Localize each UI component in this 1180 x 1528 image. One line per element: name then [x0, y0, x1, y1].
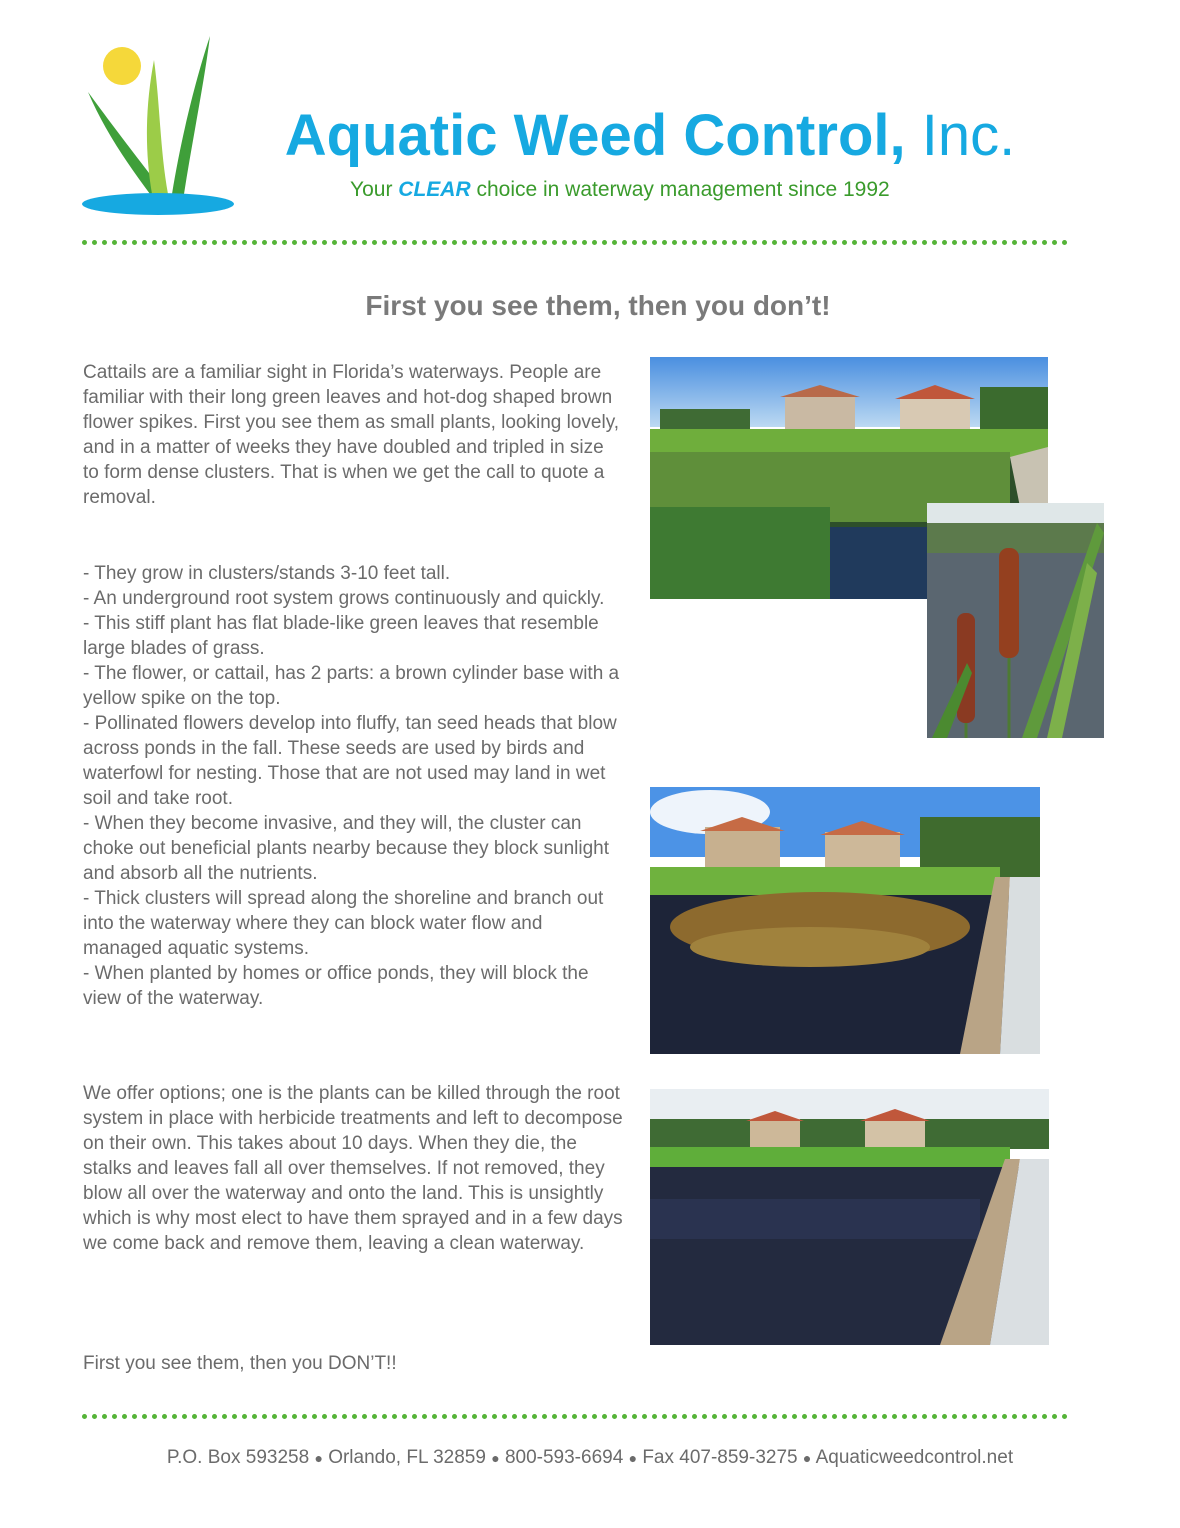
fact-item: - When they become invasive, and they will, the cluster can choke out beneficial plants nearby because they block sunlight and absorb all the nutrients.: [83, 813, 610, 884]
facts-list: [83, 561, 623, 1011]
photo-dead-cattails: [650, 787, 1040, 1054]
tagline-before: Your: [350, 178, 393, 201]
fact-item: - Pollinated flowers develop into fluffy, tan seed heads that blow across ponds in the fall. These seeds are used by birds and waterfowl for nesting. Those that are not used may land in wet soil and take root.: [83, 713, 617, 809]
photo-cattail-closeup: [927, 503, 1104, 738]
footer-divider: [82, 1414, 1068, 1419]
footer-address: P.O. Box 593258: [166, 1447, 310, 1468]
fact-item: - An underground root system grows continuously and quickly.: [83, 588, 605, 609]
tagline: [350, 176, 890, 204]
fact-item: - Thick clusters will spread along the shoreline and branch out into the waterway where they can block water flow and managed aquatic systems.: [83, 888, 604, 959]
fact-item: - They grow in clusters/stands 3-10 feet tall.: [83, 563, 451, 584]
fact-item: - The flower, or cattail, has 2 parts: a brown cylinder base with a yellow spike on the top.: [83, 663, 620, 709]
closing-line: First you see them, then you DON’T!!: [83, 1353, 397, 1374]
fact-item: - This stiff plant has flat blade-like green leaves that resemble large blades of grass.: [83, 613, 599, 659]
page-title: First you see them, then you don’t!: [365, 290, 831, 321]
footer-separator: ●: [314, 1450, 323, 1466]
photo-clean-waterway: [650, 1089, 1049, 1345]
intro-text: Cattails are a familiar sight in Florida’s waterways. People are familiar with their long green leaves and hot-dog shaped brown flower spikes. First you see them as small plants, looking lovely, and in a matter of weeks they have doubled and tripled in size to form dense clusters. That is when we get the call to quote a removal.: [83, 362, 620, 508]
footer-separator: ●: [802, 1450, 812, 1466]
intro-paragraph: [83, 360, 623, 510]
water-icon: [82, 193, 234, 215]
options-paragraph: [83, 1081, 623, 1256]
fact-item: - When planted by homes or office ponds, they will block the view of the waterway.: [83, 963, 589, 1009]
company-name: [0, 100, 1180, 172]
company-name-bold: Aquatic Weed Control,: [284, 103, 906, 168]
footer-phone: 800-593-6694: [504, 1447, 624, 1468]
footer-city: Orlando, FL 32859: [328, 1447, 486, 1468]
footer-fax: Fax 407-859-3275: [642, 1447, 798, 1468]
sun-icon: [103, 47, 141, 85]
company-name-suffix: Inc.: [921, 103, 1016, 168]
tagline-emphasis: CLEAR: [398, 178, 471, 201]
footer-website: Aquaticweedcontrol.net: [815, 1447, 1014, 1468]
footer-separator: ●: [491, 1450, 500, 1466]
footer-separator: ●: [628, 1450, 638, 1466]
footer-contact: [0, 1444, 1180, 1472]
options-text: We offer options; one is the plants can be killed through the root system in place with herbicide treatments and left to decompose on their own. This takes about 10 days. When they die, the stalks and leaves fall all over themselves. If not removed, they blow all over the waterway and onto the land. This is unsightly which is why most elect to have them sprayed and in a few days we come back and remove them, leaving a clean waterway.: [83, 1083, 623, 1254]
tagline-after: choice in waterway management since 1992: [476, 178, 890, 201]
header-divider: [82, 240, 1068, 245]
